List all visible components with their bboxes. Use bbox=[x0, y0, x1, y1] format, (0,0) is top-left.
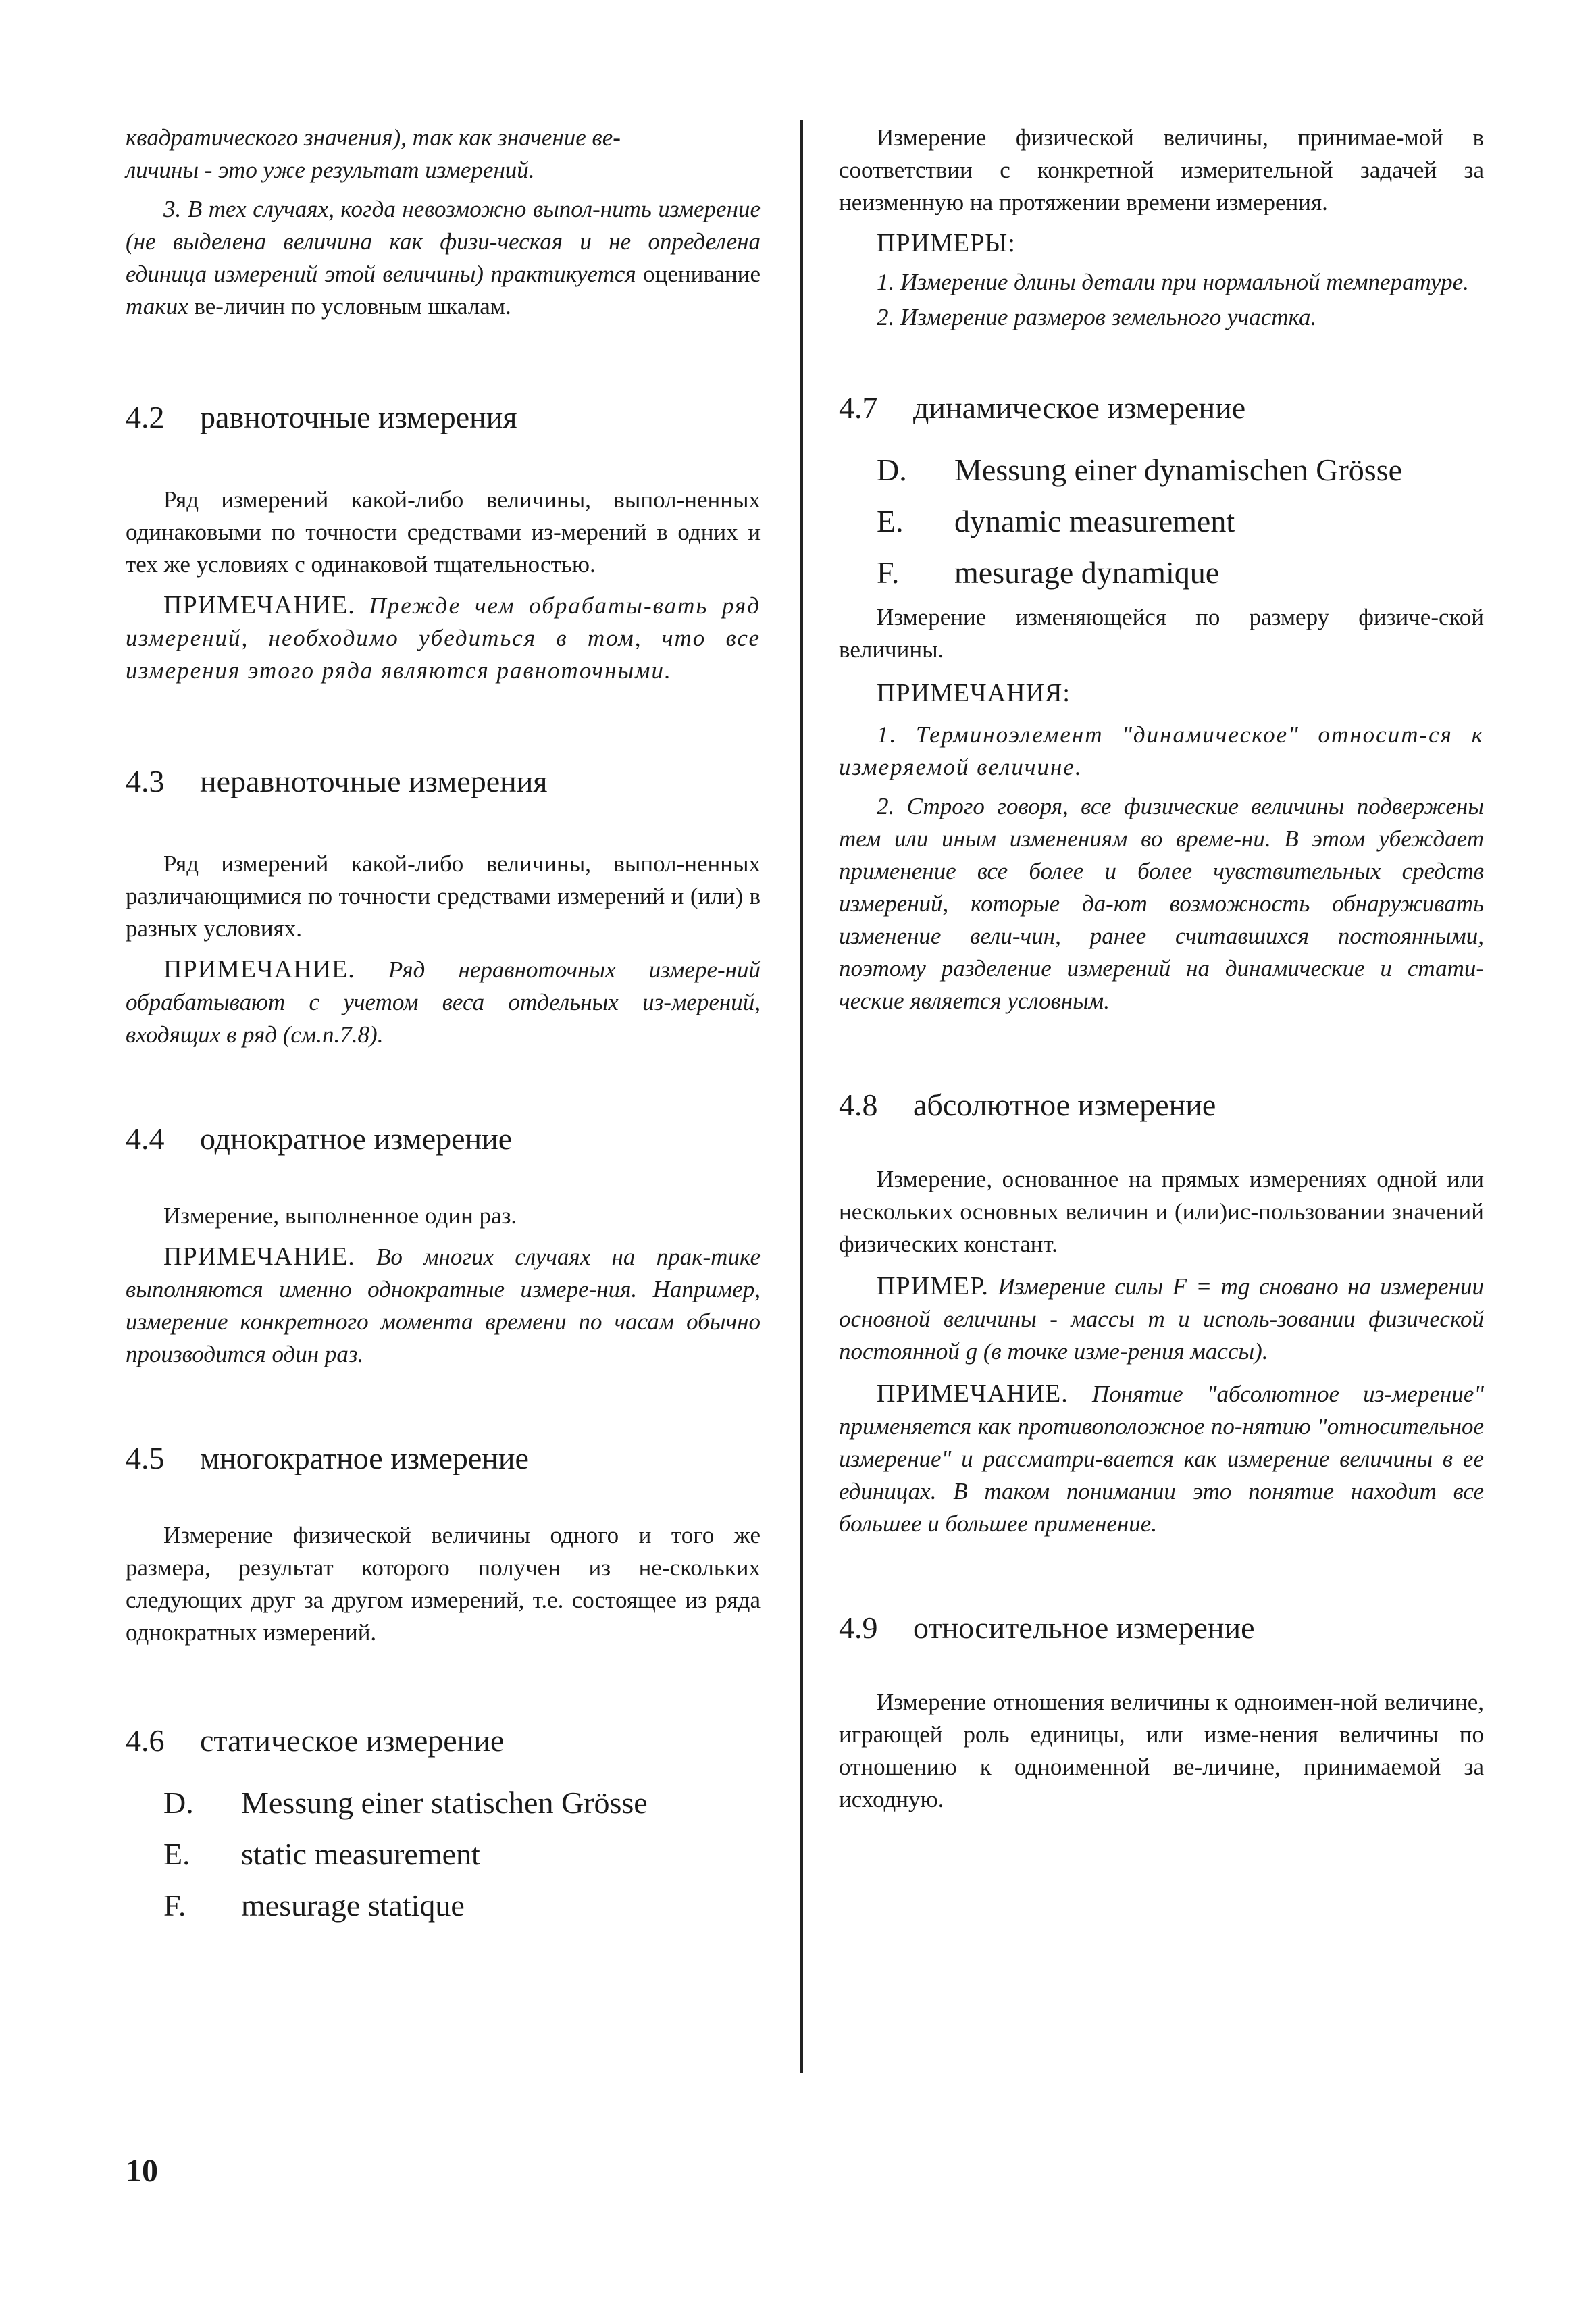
lang-text: mesurage dynamique bbox=[954, 555, 1220, 590]
section-4-6-translations bbox=[126, 1777, 761, 1931]
section-4-8-heading bbox=[839, 1085, 1484, 1125]
section-4-9-body: Измерение отношения величины к одноимен-ной величине, играющей роль единицы, или изме-нения величины по отношению к одноименной ве-личине, принимаемой за исходную. bbox=[839, 1689, 1484, 1812]
lang-text: Messung einer dynamischen Grösse bbox=[954, 453, 1403, 487]
section-4-4-note bbox=[126, 1240, 761, 1371]
example-2: 2. Измерение размеров земельного участка. bbox=[877, 304, 1317, 330]
intro-line-2: личины - это уже результат измерений. bbox=[126, 157, 535, 183]
notes-label: ПРИМЕЧАНИЯ: bbox=[877, 679, 1071, 707]
section-4-2-number: 4.2 bbox=[126, 400, 165, 434]
lang-code: E. bbox=[163, 1837, 190, 1871]
left-column bbox=[126, 122, 761, 1931]
section-4-7-number: 4.7 bbox=[839, 390, 878, 425]
section-4-8-title: абсолютное измерение bbox=[913, 1088, 1216, 1122]
section-4-2-body: Ряд измерений какой-либо величины, выпол-ненных одинаковыми по точности средствами из-мерений в одних и тех же условиях с одинаковой тщательностью. bbox=[126, 486, 761, 578]
lang-code: E. bbox=[877, 504, 904, 538]
note-label: ПРИМЕЧАНИЕ. bbox=[163, 1242, 355, 1271]
note-text: Ряд неравноточных измере-ний обрабатывают с учетом веса отдельных из-мерений, входящих в ряд (см.п.7.8). bbox=[126, 957, 761, 1048]
lang-text: dynamic measurement bbox=[954, 504, 1235, 538]
section-4-7-note-1: 1. Терминоэлемент "динамическое" относит-ся к измеряемой величине. bbox=[839, 721, 1484, 780]
note-text: Во многих случаях на прак-тике выполняются именно однократные измере-ния. Например, измерение конкретного момента времени по часам обычно производится один раз. bbox=[126, 1244, 761, 1367]
section-4-6-heading bbox=[126, 1721, 761, 1761]
section-4-4-heading bbox=[126, 1119, 761, 1159]
section-4-3-note bbox=[126, 953, 761, 1051]
note-text: Понятие "абсолютное из-мерение" применяется как противоположное по-нятию "относительное измерение" и рассматри-вается как измерение величины в ее единицах. В таком понимании это понятие находит все большее и большее применение. bbox=[839, 1381, 1484, 1537]
note-label: ПРИМЕЧАНИЕ. bbox=[163, 955, 355, 984]
point-3-normal-1: оценивание bbox=[636, 261, 761, 287]
example-text: Измерение силы F = mg сновано на измерении основной величины - массы m и исполь-зовании физической постоянной g (в точке изме-рения массы). bbox=[839, 1273, 1484, 1365]
section-4-2-heading bbox=[126, 397, 761, 438]
translation-row-de bbox=[126, 1777, 761, 1829]
example-1: 1. Измерение длины детали при нормальной температуре. bbox=[877, 269, 1469, 295]
section-4-8-note bbox=[839, 1377, 1484, 1540]
section-4-8-example bbox=[839, 1270, 1484, 1368]
section-4-7-translations bbox=[839, 444, 1484, 599]
section-4-7-heading bbox=[839, 388, 1484, 428]
section-4-3-number: 4.3 bbox=[126, 764, 165, 798]
lang-code: F. bbox=[163, 1888, 186, 1923]
intro-line-1: квадратического значения), так как значение ве- bbox=[126, 124, 621, 151]
section-4-4-title: однократное измерение bbox=[200, 1121, 513, 1156]
section-4-8-number: 4.8 bbox=[839, 1088, 878, 1122]
lang-code: D. bbox=[163, 1785, 194, 1820]
page-number: 10 bbox=[126, 2153, 158, 2189]
translation-row-fr bbox=[126, 1880, 761, 1931]
lang-text: static measurement bbox=[241, 1837, 480, 1871]
section-4-5-heading bbox=[126, 1438, 761, 1479]
examples-label: ПРИМЕРЫ: bbox=[877, 229, 1016, 257]
section-4-5-title: многократное измерение bbox=[200, 1441, 529, 1475]
note-label: ПРИМЕЧАНИЕ. bbox=[163, 591, 355, 619]
section-4-7-title: динамическое измерение bbox=[913, 390, 1246, 425]
translation-row-en bbox=[126, 1829, 761, 1880]
section-4-9-heading bbox=[839, 1608, 1484, 1648]
section-4-5-number: 4.5 bbox=[126, 1441, 165, 1475]
lang-code: F. bbox=[877, 555, 900, 590]
section-4-9-title: относительное измерение bbox=[913, 1610, 1255, 1645]
section-4-3-title: неравноточные измерения bbox=[200, 764, 548, 798]
point-3-paragraph bbox=[126, 193, 761, 323]
lang-text: mesurage statique bbox=[241, 1888, 465, 1923]
translation-row-en bbox=[839, 496, 1484, 547]
note-text: Прежде чем обрабаты-вать ряд измерений, необходимо убедиться в том, что все измерения этого ряда являются равноточными. bbox=[126, 592, 761, 684]
section-4-3-body: Ряд измерений какой-либо величины, выпол-ненных различающимися по точности средствами измерений и (или) в разных условиях. bbox=[126, 850, 761, 942]
section-4-9-number: 4.9 bbox=[839, 1610, 878, 1645]
section-4-6-title: статическое измерение bbox=[200, 1723, 505, 1758]
section-4-4-body: Измерение, выполненное один раз. bbox=[163, 1202, 517, 1229]
section-4-6-number: 4.6 bbox=[126, 1723, 165, 1758]
note-label: ПРИМЕЧАНИЕ. bbox=[877, 1379, 1069, 1408]
translation-row-fr bbox=[839, 547, 1484, 599]
section-4-5-body: Измерение физической величины одного и того же размера, результат которого получен из не-скольких следующих друг за другом измерений, т.е. состоящее из ряда однократных измерений. bbox=[126, 1522, 761, 1646]
section-4-2-note bbox=[126, 589, 761, 687]
lang-code: D. bbox=[877, 453, 907, 487]
example-label: ПРИМЕР. bbox=[877, 1272, 989, 1300]
translation-row-de bbox=[839, 444, 1484, 496]
section-4-3-heading bbox=[126, 761, 761, 802]
point-3-italic-2: таких bbox=[126, 293, 188, 320]
point-3-normal-2: ве-личин по условным шкалам. bbox=[188, 293, 511, 320]
section-4-4-number: 4.4 bbox=[126, 1121, 165, 1156]
section-4-6-body: Измерение физической величины, принимае-мой в соответствии с конкретной измерительной задачей за неизменную на протяжении времени измерения. bbox=[839, 124, 1484, 215]
point-3-italic: 3. В тех случаях, когда невозможно выпол-нить измерение (не выделена величина как физи-ческая и не определена единица измерений этой величины) практикуется bbox=[126, 196, 761, 287]
lang-text: Messung einer statischen Grösse bbox=[241, 1785, 648, 1820]
column-divider bbox=[800, 120, 803, 2073]
section-4-7-note-2: 2. Строго говоря, все физические величины подвержены тем или иным изменениям во време-ни. В этом убеждает применение все более и более чувствительных средств измерений, которые да-ют возможность обнаруживать изменение вели-чин, ранее считавшихся постоянными, поэтому разделение измерений на динамические и стати-ческие является условным. bbox=[839, 793, 1484, 1014]
section-4-8-body: Измерение, основанное на прямых измерениях одной или нескольких основных величин и (или)ис-пользовании значений физических констант. bbox=[839, 1166, 1484, 1257]
right-column bbox=[839, 122, 1484, 1816]
section-4-2-title: равноточные измерения bbox=[200, 400, 517, 434]
section-4-7-body: Измерение изменяющейся по размеру физиче-ской величины. bbox=[839, 604, 1484, 663]
